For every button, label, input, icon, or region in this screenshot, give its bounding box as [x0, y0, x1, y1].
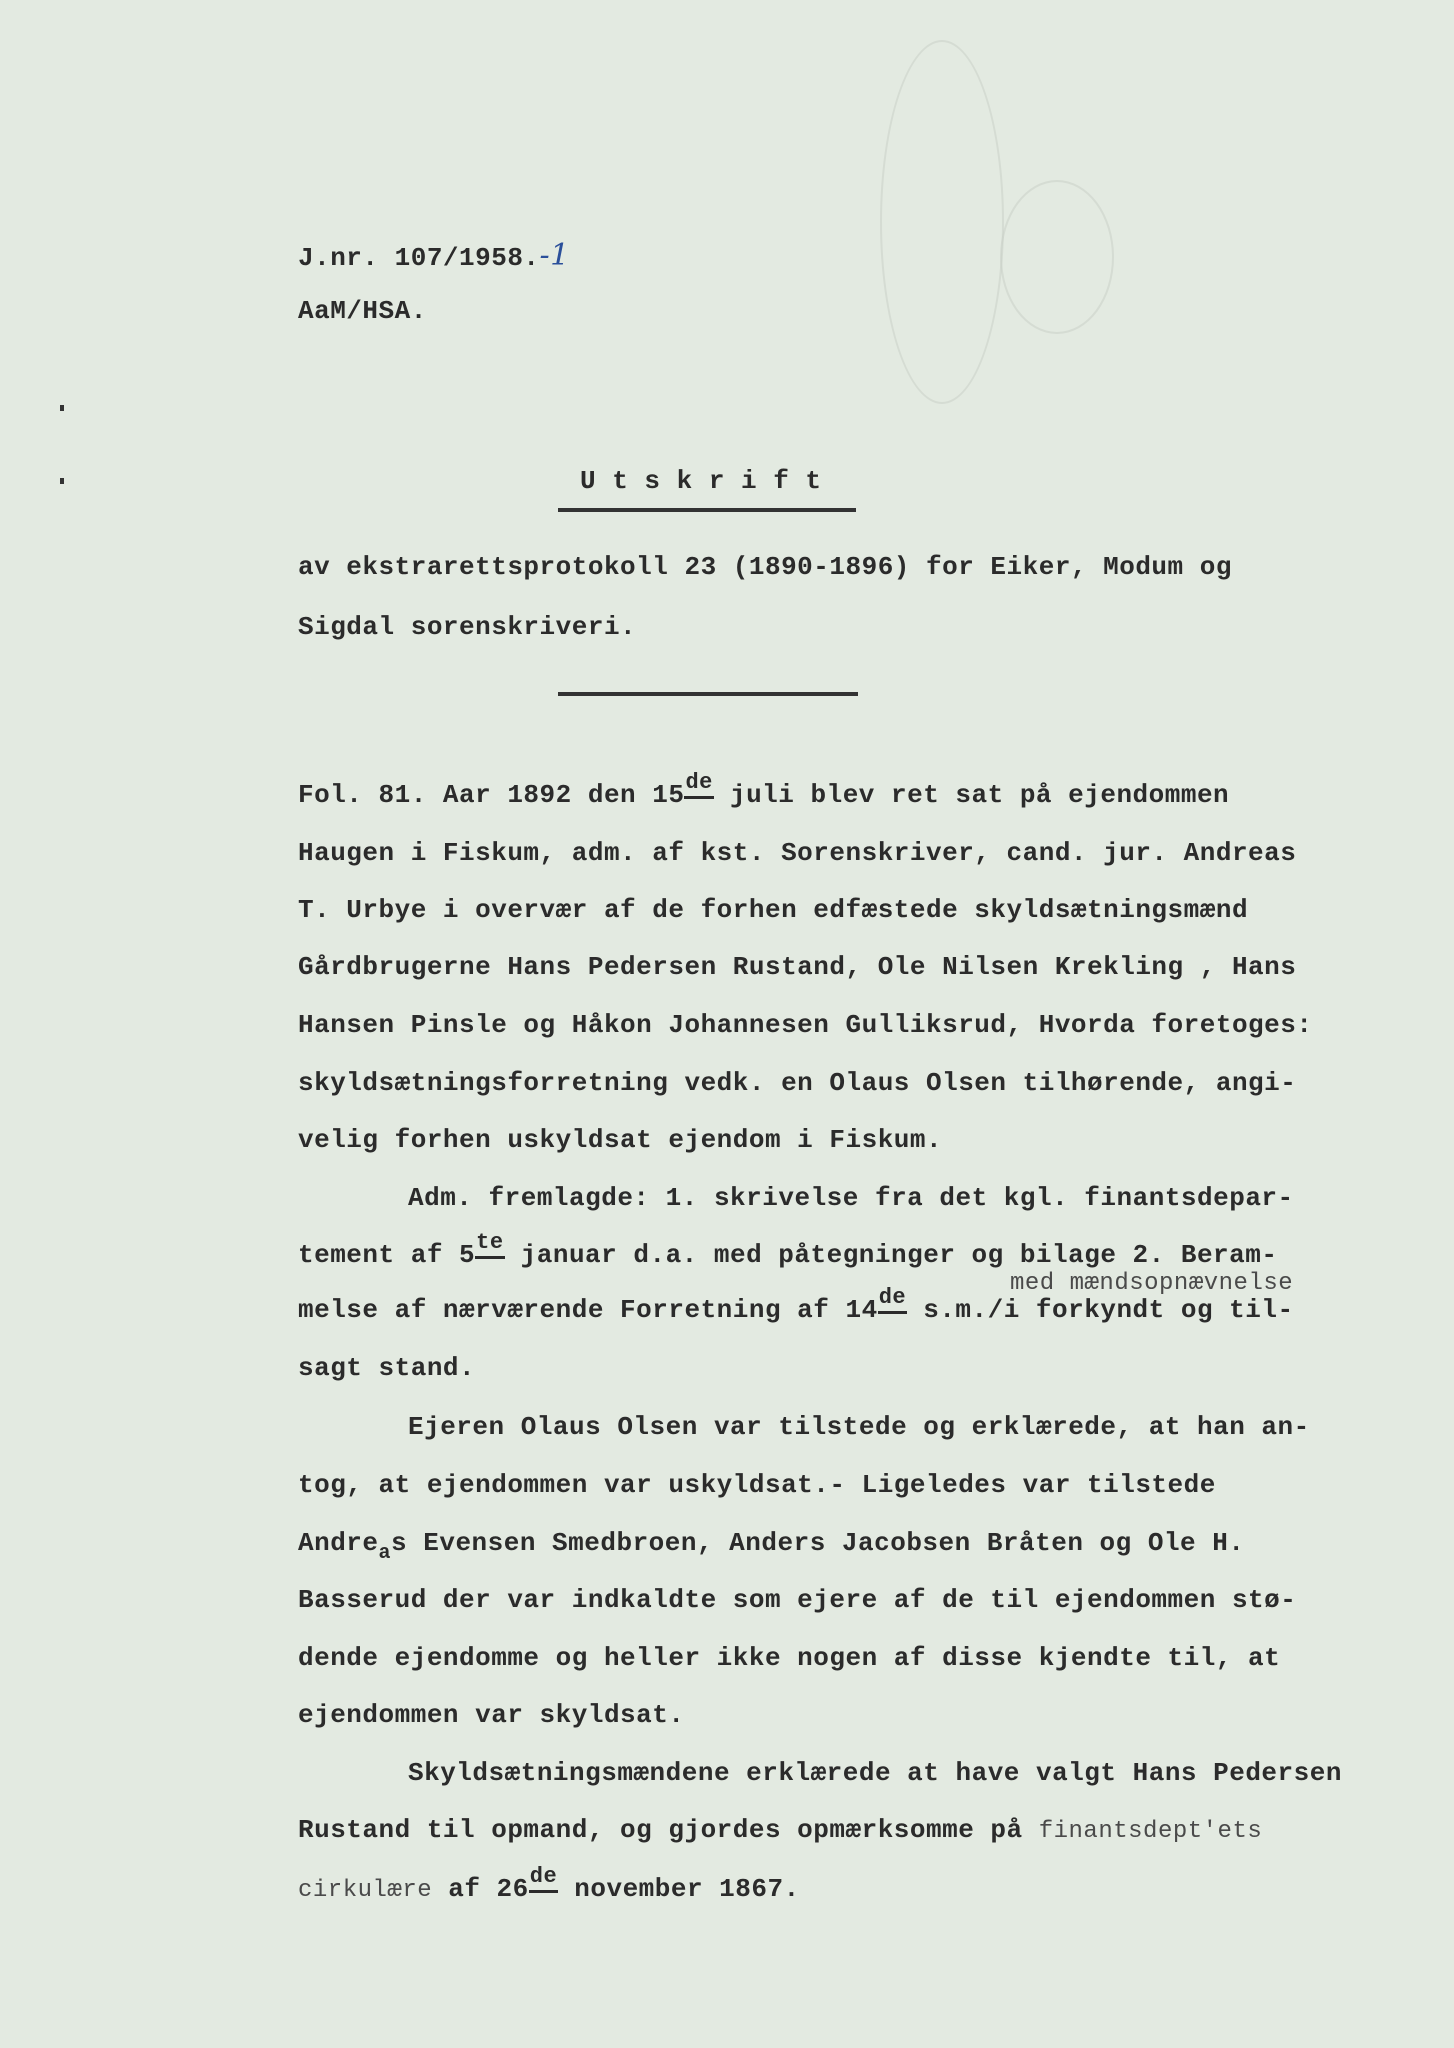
p1-line-1-b: juli blev ret sat på ejendommen [713, 780, 1230, 810]
subscript-a: a [378, 1542, 392, 1565]
p3-line-3-a: Andre [298, 1528, 379, 1558]
p2-insertion: med mændsopnævnelse [1010, 1270, 1294, 1297]
document-title: U t s k r i f t [580, 466, 822, 496]
p3-line-2: tog, at ejendommen var uskyldsat.- Ligeledes var tilstede [298, 1470, 1216, 1500]
p4-line-3-b: november 1867. [558, 1874, 800, 1904]
p4-line-3-a: af 26 [432, 1874, 529, 1904]
title-underline [558, 508, 856, 512]
p1-line-7: velig forhen uskyldsat ejendom i Fiskum. [298, 1125, 943, 1155]
initials: AaM/HSA. [298, 296, 427, 326]
p3-line-3 [298, 1528, 1245, 1565]
p1-line-1-a: Fol. 81. Aar 1892 den 15 [298, 780, 685, 810]
reference-handwritten: -1 [539, 238, 570, 273]
p3-line-5: dende ejendomme og heller ikke nogen af disse kjendte til, at [298, 1643, 1281, 1673]
separator-rule [558, 692, 858, 696]
p1-line-4: Gårdbrugerne Hans Pedersen Rustand, Ole Nilsen Krekling , Hans [298, 952, 1297, 982]
p1-line-6: skyldsætningsforretning vedk. en Olaus Olsen tilhørende, angi- [298, 1068, 1297, 1098]
p1-line-1 [298, 770, 1230, 810]
superscript-de: de [878, 1285, 907, 1314]
p2-line-4: sagt stand. [298, 1353, 476, 1383]
p3-line-4: Basserud der var indkaldte som ejere af de til ejendommen stø- [298, 1585, 1297, 1615]
p2-line-2 [298, 1230, 1278, 1270]
p1-line-2: Haugen i Fiskum, adm. af kst. Sorenskriver, cand. jur. Andreas [298, 838, 1297, 868]
superscript-de: de [529, 1864, 558, 1893]
p1-line-5: Hansen Pinsle og Håkon Johannesen Gulliksrud, Hvorda foretoges: [298, 1010, 1313, 1040]
p1-line-3: T. Urbye i overvær af de forhen edfæstede skyldsætningsmænd [298, 895, 1249, 925]
p4-line-3-correction: cirkulære [298, 1877, 433, 1904]
bleed-through-mark [880, 40, 1004, 404]
p4-line-2-correction: finantsdept'ets [1038, 1818, 1263, 1845]
p2-line-3 [298, 1285, 1294, 1325]
margin-mark [60, 478, 64, 484]
subtitle-line-2: Sigdal sorenskriveri. [298, 612, 637, 642]
p3-line-1: Ejeren Olaus Olsen var tilstede og erklærede, at han an- [408, 1412, 1310, 1442]
subtitle-line-1: av ekstrarettsprotokoll 23 (1890-1896) for Eiker, Modum og [298, 552, 1232, 582]
superscript-te: te [475, 1230, 504, 1259]
p4-line-2-a: Rustand til opmand, og gjordes opmærksomme på [298, 1815, 1039, 1845]
reference-number-typed: J.nr. 107/1958. [298, 243, 540, 273]
margin-mark [60, 405, 64, 411]
p2-line-3-a: melse af nærværende Forretning af 14 [298, 1295, 878, 1325]
p2-line-1: Adm. fremlagde: 1. skrivelse fra det kgl. finantsdepar- [408, 1183, 1294, 1213]
p4-line-3 [298, 1864, 800, 1904]
p2-line-3-b: s.m./i forkyndt og til- [907, 1295, 1294, 1325]
bleed-through-mark [1000, 180, 1114, 334]
p4-line-1: Skyldsætningsmændene erklærede at have valgt Hans Pedersen [408, 1758, 1342, 1788]
p2-line-2-b: januar d.a. med påtegninger og bilage 2. Beram- [504, 1240, 1278, 1270]
p2-line-2-a: tement af 5 [298, 1240, 476, 1270]
reference-number [298, 238, 570, 273]
p4-line-2 [298, 1815, 1262, 1845]
p3-line-3-b: s Evensen Smedbroen, Anders Jacobsen Bråten og Ole H. [391, 1528, 1245, 1558]
p3-line-6: ejendommen var skyldsat. [298, 1700, 685, 1730]
superscript-de: de [684, 770, 713, 799]
